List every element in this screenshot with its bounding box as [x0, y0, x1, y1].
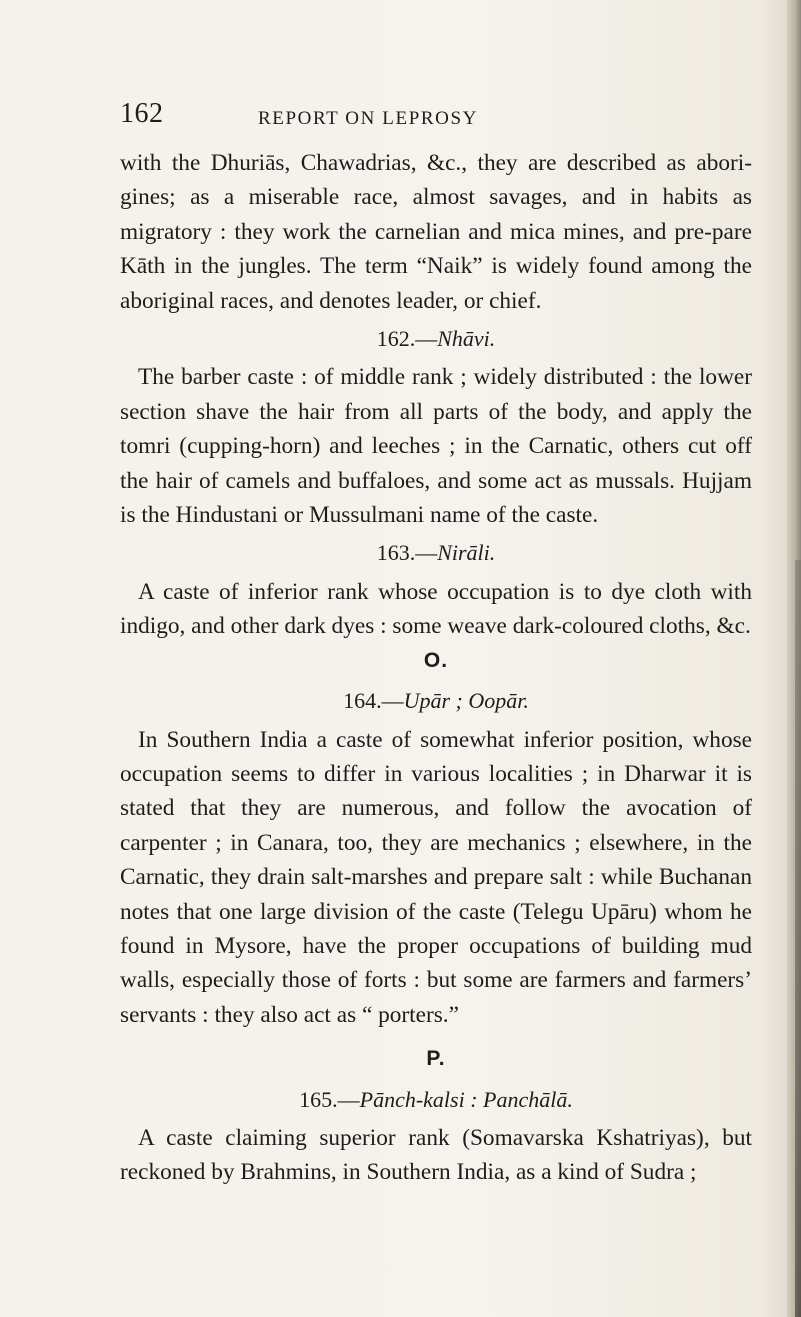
page-edge-shadow: [795, 560, 801, 1317]
entry-163-text: A caste of inferior rank whose occupation is to dye cloth with indigo, and other dark dyes : some weave dark-coloured cloths, &c.: [120, 578, 752, 640]
page-body: [120, 146, 752, 1190]
entry-162-number: 162.—: [376, 326, 438, 352]
running-head: REPORT ON LEPROSY: [258, 108, 478, 129]
entry-165-number: 165.—: [299, 1086, 360, 1112]
entry-162-title: Nhāvi.: [437, 326, 496, 352]
entry-163-title: Nirāli.: [437, 540, 496, 566]
entry-162-heading: [120, 322, 752, 356]
entry-164-text: In Southern India a caste of somewhat inferior position, whose occupation seems to differ in various localities ; in Dharwar it is stated that they are numerous, and follow the avocation of carpenter ; in Canara, too, they are mechanics ; elsewhere, in the Carnatic, they drain salt-marshes and prepare salt : while Buchanan notes that one large division of the caste (Telegu Upāru) whom he found in Mysore, have the proper occupations of building mud walls, especially those of forts : but some are farmers and farmers’ servants : they also act as “ porters.”: [120, 726, 752, 1028]
page-number: 162: [120, 98, 164, 129]
entry-165-text: A caste claiming superior rank (Somavarska Kshatriyas), but reckoned by Brahmins, in Southern India, as a kind of Sudra ;: [120, 1124, 752, 1186]
intro-paragraph: with the Dhuriās, Chawadrias, &c., they are described as abori-gines; as a miserable race, almost savages, and in habits as migratory : they work the carnelian and mica mines, and pre-pare Kāth in the jungles. The term “Naik” is widely found among the aboriginal races, and denotes leader, or chief.: [120, 150, 752, 314]
entry-164-number: 164.—: [343, 688, 404, 714]
page-header: [120, 98, 720, 138]
section-letter-o: O.: [423, 648, 449, 672]
entry-165-title: Pānch-kalsi : Panchālā.: [359, 1086, 573, 1112]
entry-163-heading: [120, 536, 752, 570]
entry-162-text: The barber caste : of middle rank ; widely distributed : the lower section shave the hair from all parts of the body, and apply the tomri (cupping-horn) and leeches ; in the Carnatic, others cut off the hair of camels and buffaloes, and some act as mussals. Hujjam is the Hindustani or Mussulmani name of the caste.: [120, 364, 752, 529]
entry-163-number: 163.—: [376, 540, 438, 566]
entry-164-heading: [120, 684, 752, 718]
section-letter-p: P.: [426, 1047, 446, 1071]
entry-164-title: Upār ; Oopār.: [403, 688, 529, 714]
entry-165-heading: [120, 1083, 752, 1117]
